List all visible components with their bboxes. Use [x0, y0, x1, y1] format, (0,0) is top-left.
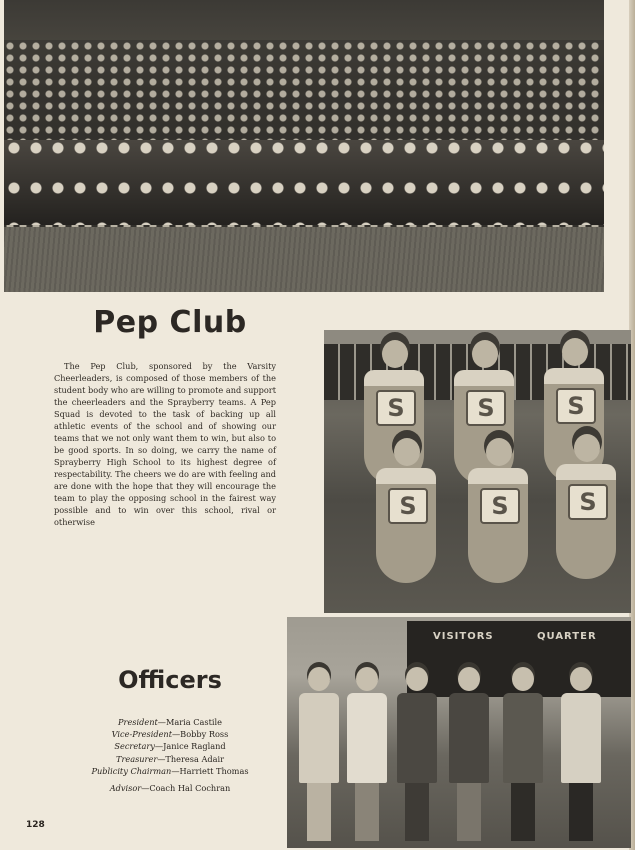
officer-name: Theresa Adair	[165, 753, 225, 764]
scoreboard-quarter-label: QUARTER	[537, 631, 597, 642]
intro-paragraph: The Pep Club, sponsored by the Varsity Cheerleaders, is composed of those members of the student body who are willing to promote and support the cheerleaders and the Sprayberry teams. A Pep Squad is devoted to the task of backing up all athletic events of the school and of showing our teams that we not only want them to win, but also to be good sports. In so doing, we carry the name of Sprayberry High School to its highest degree of respectability. The cheers we do are with feeling and are done with the hope that they will encourage the team to play the opposing school in the fairest way possible and to win over this school, rival or otherwise	[54, 361, 276, 527]
cheerleader: S	[546, 434, 626, 584]
officer-name: Harriett Thomas	[179, 765, 249, 776]
page-number: 128	[26, 820, 45, 830]
officer-figure	[559, 667, 601, 842]
cheerleader: S	[458, 438, 538, 588]
officer-role: Treasurer	[115, 753, 158, 764]
grass-field	[4, 227, 604, 292]
officer-list	[60, 716, 280, 777]
cheerleaders-photo	[324, 330, 631, 613]
officer-figure	[297, 667, 339, 842]
front-row-members	[4, 140, 604, 225]
officer-role: Publicity Chairman	[91, 765, 172, 776]
officer-name: Maria Castile	[165, 717, 222, 727]
advisor-entry: Advisor—Coach Hal Cochran	[109, 783, 231, 793]
officer-entry: Treasurer—Theresa Adair	[115, 753, 225, 764]
pep-club-group-photo	[4, 0, 604, 292]
advisor-role: Advisor	[109, 783, 142, 793]
officer-figure	[395, 667, 437, 842]
cheerleader: S	[444, 340, 524, 490]
officers-heading: Officers	[118, 666, 222, 694]
cheerleader: S	[366, 438, 446, 588]
officer-figure	[447, 667, 489, 842]
officer-entry: Secretary—Janice Ragland	[114, 741, 226, 752]
officer-role: President	[118, 717, 158, 727]
cheerleader: S	[354, 340, 434, 490]
officer-entry: Vice-President—Bobby Ross	[111, 729, 229, 740]
advisor-name: Coach Hal Cochran	[149, 783, 231, 793]
officer-figure	[501, 667, 543, 842]
officer-role: Vice-President	[111, 729, 172, 740]
officer-role: Secretary	[114, 741, 155, 752]
scoreboard-visitors-label: VISITORS	[433, 631, 494, 642]
officer-name: Bobby Ross	[180, 729, 229, 740]
officer-name: Janice Ragland	[163, 741, 226, 752]
officers-photo	[287, 617, 631, 848]
officer-entry: Publicity Chairman—Harriett Thomas	[91, 765, 249, 776]
officer-figure	[345, 667, 387, 842]
page-title: Pep Club	[93, 305, 247, 340]
officer-entry: President—Maria Castile	[118, 717, 222, 727]
cheerleader: S	[534, 338, 614, 488]
